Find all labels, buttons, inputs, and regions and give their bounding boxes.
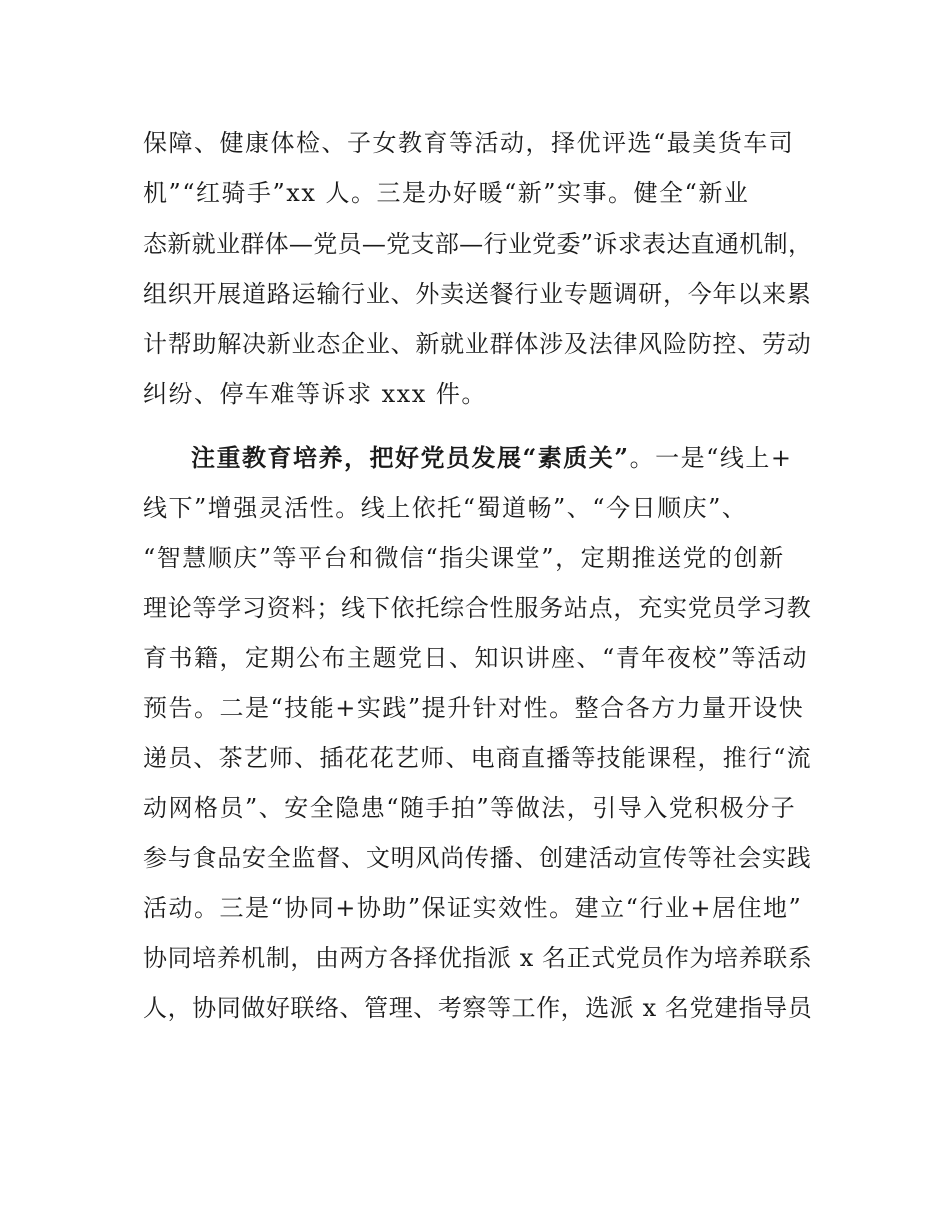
paragraph-heading: 注重教育培养，把好党员发展“素质关” <box>191 443 630 472</box>
text-line: 态新就业群体—党员—党支部—行业党委”诉求表达直通机制， <box>143 230 813 258</box>
text-line: 参与食品安全监督、文明风尚传播、创建活动宣传等社会实践 <box>143 844 812 872</box>
text-line: 纠纷、停车难等诉求 xxx 件。 <box>143 380 487 408</box>
text-line: 预告。二是“技能+实践”提升针对性。整合各方力量开设快 <box>143 694 805 722</box>
text-line: 线下”增强灵活性。线上依托“蜀道畅”、“今日顺庆”、 <box>143 494 748 522</box>
text-line: 协同培养机制，由两方各择优指派 x 名正式党员作为培养联系 <box>143 944 813 972</box>
text-line: 递员、茶艺师、插花花艺师、电商直播等技能课程，推行“流 <box>143 744 812 772</box>
text-line: 育书籍，定期公布主题党日、知识讲座、“青年夜校”等活动 <box>143 644 809 672</box>
text-line: 组织开展道路运输行业、外卖送餐行业专题调研，今年以来累 <box>143 280 812 308</box>
text-line: 动网格员”、安全隐患“随手拍”等做法，引导入党积极分子 <box>143 794 797 822</box>
text-line: “智慧顺庆”等平台和微信“指尖课堂”，定期推送党的创新 <box>143 544 785 572</box>
text-line: 计帮助解决新业态企业、新就业群体涉及法律风险防控、劳动 <box>143 330 812 358</box>
text-line: 人，协同做好联络、管理、考察等工作，选派 x 名党建指导员 <box>143 994 813 1022</box>
text-run: 。一是“线上+ <box>629 444 793 472</box>
text-line: 活动。三是“协同+协助”保证实效性。建立“行业+居住地” <box>143 894 803 922</box>
text-line: 机”“红骑手”xx 人。三是办好暖“新”实事。健全“新业 <box>143 179 750 207</box>
text-line: 保障、健康体检、子女教育等活动，择优评选“最美货车司 <box>143 129 795 157</box>
paragraph-first-line <box>191 438 793 478</box>
text-line: 理论等学习资料；线下依托综合性服务站点，充实党员学习教 <box>143 594 812 622</box>
